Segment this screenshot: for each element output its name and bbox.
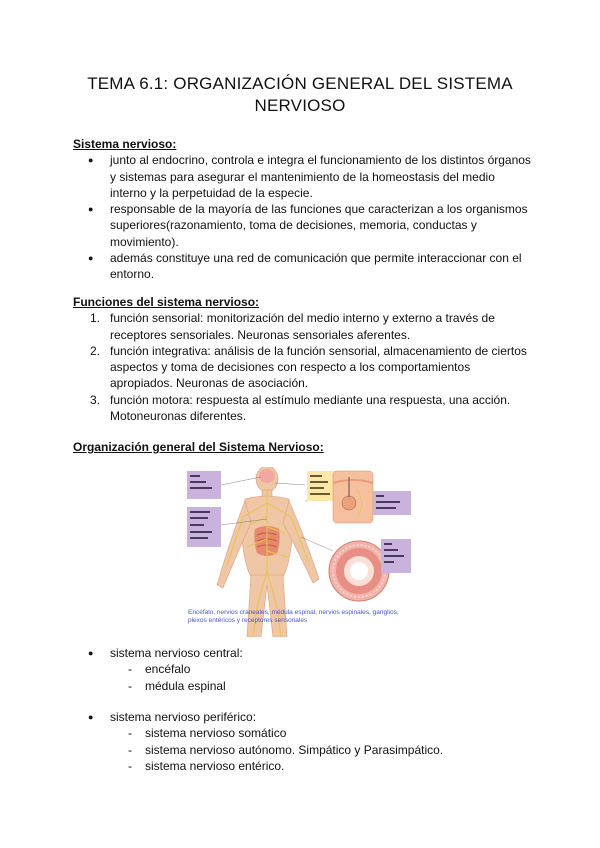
list-number: 1. [90,311,101,326]
list-text: sistema nervioso central: [110,646,243,660]
figure-caption: Encéfalo, nervios craneales, médula espinal, nervios espinales, ganglios, plexos entéricos y receptores sensoriales [188,609,399,624]
bullet-list [73,152,533,282]
list-item: - sistema nervioso entérico. [73,758,533,774]
list-number: 3. [90,392,101,407]
dash-list [73,725,533,774]
list-item: - sistema nervioso somático [73,725,533,741]
list-item: ● además constituye una red de comunicación que permite interaccionar con el entorno. [73,250,533,283]
section-funciones [73,294,533,424]
dash-list [73,661,533,694]
numbered-list [73,310,533,424]
list-item [73,392,533,425]
list-text: sistema nervioso periférico: [110,710,257,724]
bullet-list [73,645,533,694]
bullet-list [73,709,533,774]
list-item [73,343,533,392]
list-item: - médula espinal [73,678,533,694]
section-heading: Sistema nervioso: [73,137,177,151]
list-text: función sensorial: monitorización del medio interno y externo a través de receptores sensoriales. Neuronas sensoriales aferentes. [110,311,495,342]
section-sistema-nervioso [73,136,533,283]
list-number: 2. [90,343,101,358]
list-item: - sistema nervioso autónomo. Simpático y Parasimpático. [73,742,533,758]
section-snc [73,645,533,694]
list-item [73,310,533,343]
list-text: función motora: respuesta al estímulo mediante una respuesta, una acción. Motoneuronas diferentes. [110,392,511,424]
list-item: ● junto al endocrino, controla e integra el funcionamiento de los distintos órganos y sistemas para asegurar el mantenimiento de la homeostasis del medio interno y la perpetuidad de la especie. [73,152,533,201]
list-item: - encéfalo [73,661,533,677]
section-heading: Organización general del Sistema Nervioso: [73,440,324,454]
list-item [73,709,533,774]
list-item [73,645,533,694]
section-heading: Funciones del sistema nervioso: [73,295,260,309]
section-snp [73,709,533,774]
document-title: TEMA 6.1: ORGANIZACIÓN GENERAL DEL SISTEMA NERVIOSO [87,74,513,115]
list-text: función integrativa: análisis de la función sensorial, almacenamiento de ciertos aspectos y toma de decisiones con respecto a los comportamientos apropiados. Neuronas de asociación. [110,343,527,391]
section-organizacion [73,439,533,455]
list-item: ● responsable de la mayoría de las funciones que caracterizan a los organismos superiores(razonamiento, toma de decisiones, memoria, conductas y movimiento). [73,201,533,250]
